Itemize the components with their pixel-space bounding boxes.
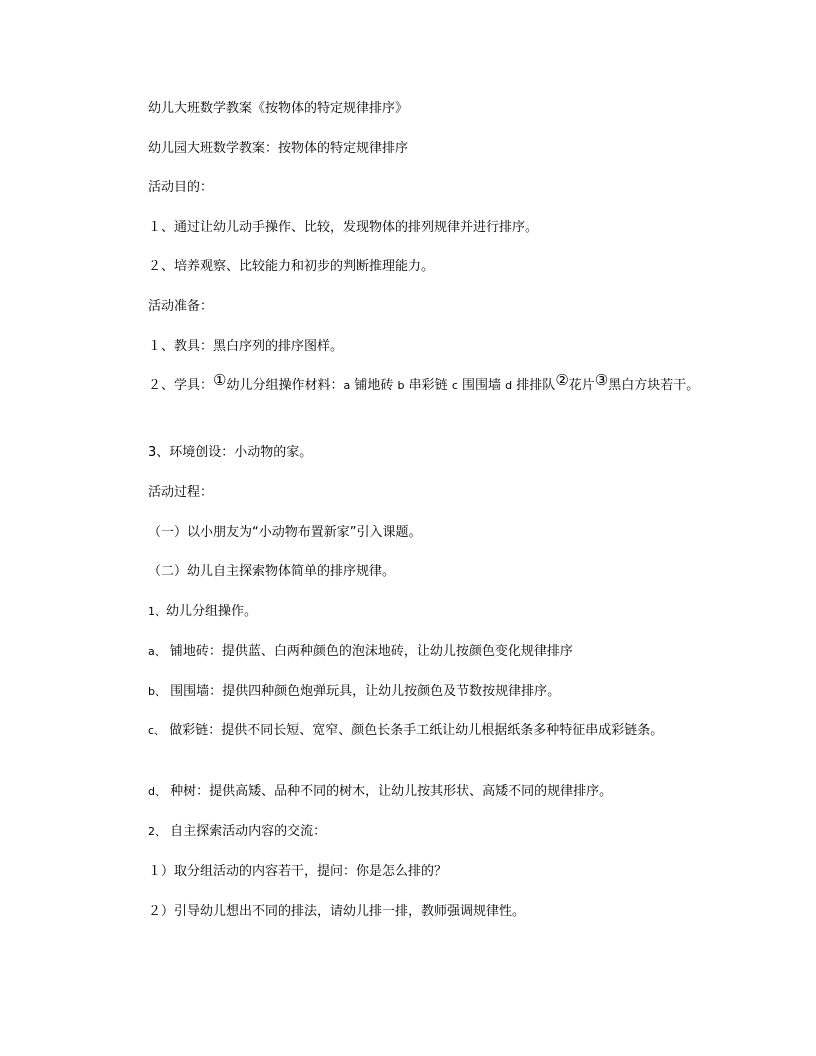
sub-step-number: 1、 [148,605,166,618]
activity-item [148,784,612,800]
question-item: １）取分组活动的内容若干，提问：你是怎么排的？ [148,864,448,879]
goal-item: １、通过让幼儿动手操作、比较，发现物体的排列规律并进行排序。 [148,220,539,235]
prep-2-text: 幼儿分组操作材料： [226,378,344,393]
activity-item-marker: b、 [148,685,166,698]
item-marker: b [397,379,405,392]
sub-step-text: 幼儿分组操作。 [166,604,258,619]
prep-2-text: 围围墙 [462,378,502,393]
item-marker: c [451,379,458,392]
goals-heading: 活动目的： [148,180,214,195]
activity-item [148,684,560,700]
circled-number: ③ [594,371,609,389]
prep-item-learning-materials [120,373,700,397]
prep-heading: 活动准备： [148,299,214,314]
prep-item-environment: 3、环境创设：小动物的家。 [148,445,313,460]
process-step: （一）以小朋友为“小动物布置新家”引入课题。 [148,525,422,540]
document-title: 幼儿大班数学教案《按物体的特定规律排序》 [148,101,409,116]
activity-item-text: 铺地砖：提供蓝、白两种颜色的泡沫地砖，让幼儿按颜色变化规律排序 [169,644,573,659]
prep-2-text: 串彩链 [408,378,448,393]
activity-item-text: 围围墙：提供四种颜色炮弹玩具，让幼儿按颜色及节数按规律排序。 [170,684,561,699]
item-marker: a [343,379,351,392]
process-step: （二）幼儿自主探索物体简单的排序规律。 [148,564,396,579]
item-marker: d [505,379,513,392]
activity-item-marker: d、 [148,785,166,798]
circled-number: ① [213,371,227,389]
process-heading: 活动过程： [148,485,214,500]
activity-item-text: 种树：提供高矮、品种不同的树木，让幼儿按其形状、高矮不同的规律排序。 [170,784,613,799]
document-subtitle: 幼儿园大班数学教案：按物体的特定规律排序 [148,141,409,156]
activity-item [148,644,573,660]
activity-item [120,720,700,742]
prep-2-text: 黑白方块若干。 [608,378,700,393]
prep-2-text: 花片 [568,378,595,393]
sub-step-text: 自主探索活动内容的交流： [170,824,327,839]
question-item: ２）引导幼儿想出不同的排法，请幼儿排一排，教师强调规律性。 [148,904,526,919]
activity-item-marker: c、 [148,724,166,737]
prep-2-text: 排排队 [516,378,556,393]
sub-step-number: 2、 [148,825,166,838]
activity-item-text: 做彩链：提供不同长短、宽窄、颜色长条手工纸让幼儿根据纸条多种特征串成彩链条。 [169,723,664,738]
circled-number: ② [555,371,569,389]
prep-item-teaching-aid: １、教具：黑白序列的排序图样。 [148,339,344,354]
activity-item-marker: a、 [148,645,166,658]
sub-step [148,604,257,620]
prep-2-lead: ２、学具： [148,378,214,393]
prep-2-text: 铺地砖 [354,378,394,393]
goal-item: ２、培养观察、比较能力和初步的判断推理能力。 [148,259,435,274]
sub-step [148,824,326,840]
